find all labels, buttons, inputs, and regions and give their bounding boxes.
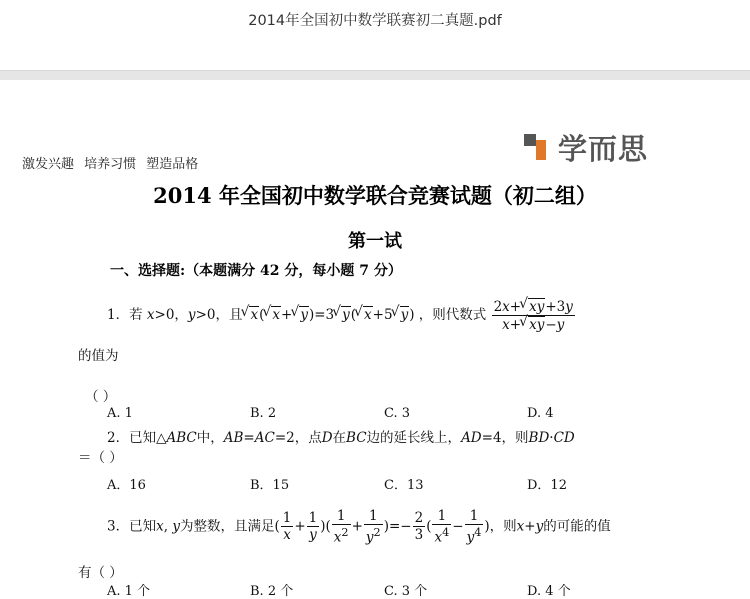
q1-line2: 的值为 xyxy=(78,348,119,364)
q1-option-d: D. 4 xyxy=(527,406,554,421)
q1-option-a: A. 1 xyxy=(107,406,133,421)
document-title: 2014 年全国初中数学联合竞赛试题（初二组） xyxy=(153,183,597,208)
logo-text: 学而思 xyxy=(558,131,649,166)
q3-option-a: A. 1 个 xyxy=(107,584,151,599)
q1-prefix: 1．若 xyxy=(107,307,143,323)
section-heading: 一、选择题:（本题满分 42 分，每小题 7 分） xyxy=(110,263,402,279)
q3-option-b: B. 2 个 xyxy=(250,584,294,599)
q3-tail: ，则 xyxy=(489,518,517,535)
q1-answer-paren: （ ） xyxy=(85,389,117,405)
pdf-page xyxy=(0,80,750,599)
q3-tail2: 的可能的值 xyxy=(543,518,611,535)
document-subtitle: 第一试 xyxy=(348,231,402,252)
file-title: 2014年全国初中数学联赛初二真题.pdf xyxy=(248,13,502,29)
q2-text-c: ，点 xyxy=(294,430,322,446)
brand-logo xyxy=(522,130,648,164)
q1-option-b: B. 2 xyxy=(250,406,277,421)
q3-option-d: D. 4 个 xyxy=(527,584,571,599)
q2-text-e: 边的延长线上， xyxy=(366,430,462,446)
q2-option-a: A．16 xyxy=(107,478,146,493)
q3-prefix: 3．已知 xyxy=(107,518,157,535)
q1-option-c: C. 3 xyxy=(384,406,411,421)
q3-option-c: C. 3 个 xyxy=(384,584,428,599)
q1-tail: ，则代数式 xyxy=(418,307,487,323)
q1-fraction: $\frac{2x+√ xy+3y}{x+√ xy-y}$ xyxy=(492,298,575,333)
question-2: 2．已知△ABC中，AB=AC=2，点D在BC边的延长线上，AD=4，则BD·CD xyxy=(107,430,575,446)
logo-mark-icon xyxy=(522,132,552,162)
q2-text-a: 2．已知 xyxy=(107,430,157,446)
q2-option-b: B．15 xyxy=(250,478,290,493)
q2-text-b: 中， xyxy=(196,430,224,446)
q3-line2: 有（ ） xyxy=(78,565,123,581)
q2-option-c: C．13 xyxy=(384,478,424,493)
question-1: 1．若 x>0，y>0，且√ x(√ x+√ y)=3√ y(√ x+5√ y) ，则代数式 $\frac{2x+√ xy+3y}{x+√ xy-y}$ xyxy=(107,298,576,333)
viewer-toolbar xyxy=(0,0,750,70)
q2-text-f: ，则 xyxy=(501,430,529,446)
q2-line2: ＝（ ） xyxy=(78,450,123,466)
header-slogan: 激发兴趣 培养习惯 塑造品格 xyxy=(22,157,199,172)
question-3: 3．已知x, y为整数，且满足( $\frac{1}{x}$ + $\frac{1}{y}$ )( $\frac{1}{x^2}$ + $\frac{1}{y^2}$ )=− $\frac{2}{3}$ ( $\frac{1}{x^4}$ − $\frac{1}{y^4}$ )，则x+y的可能的值 xyxy=(107,508,611,546)
q3-mid: 为整数，且满足 xyxy=(179,518,275,535)
q2-option-d: D．12 xyxy=(527,478,567,493)
q2-text-d: 在 xyxy=(332,430,347,446)
